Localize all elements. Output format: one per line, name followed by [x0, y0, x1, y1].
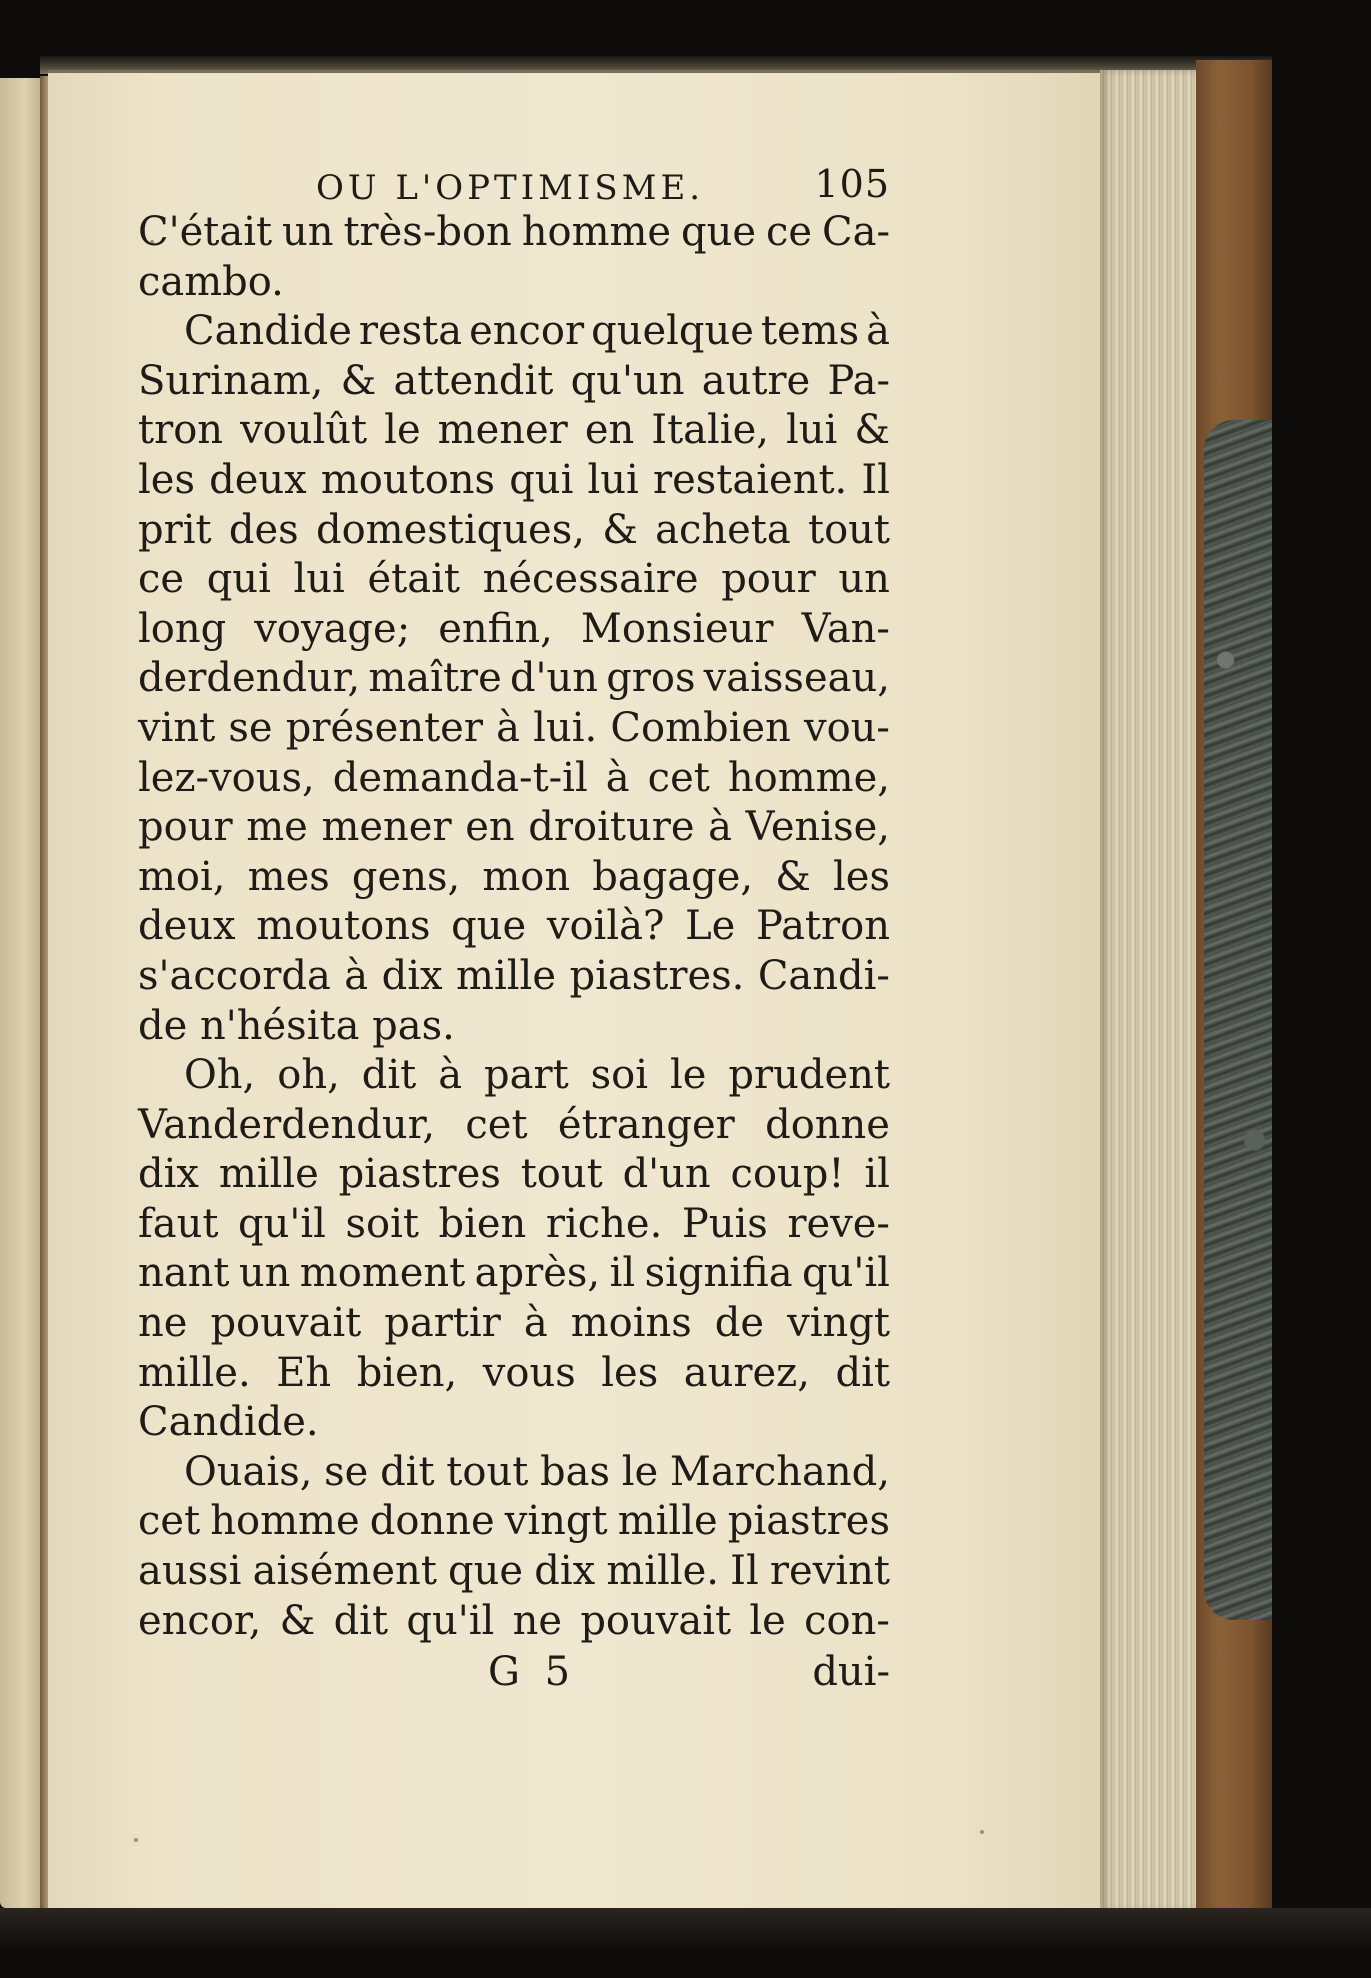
text-line: lez-vous, demanda-t-il à cet homme,: [138, 754, 890, 801]
text-line: long voyage; enfin, Monsieur Van-: [138, 605, 890, 652]
text-line: prit des domestiques, & acheta tout: [138, 506, 890, 553]
text-line: cambo.: [138, 258, 284, 305]
text-line: Vanderdendur, cet étranger donne: [138, 1101, 890, 1148]
running-head-title: OU L'OPTIMISME.: [316, 168, 705, 208]
text-line: nant un moment après, il signifia qu'il: [138, 1250, 890, 1297]
text-line: Ouais, se dit tout bas le Marchand,: [184, 1448, 890, 1495]
text-line: dix mille piastres tout d'un coup! il: [138, 1151, 890, 1198]
text-line: C'était un très-bon homme que ce Ca-: [138, 209, 890, 255]
text-line: Candide resta encor quelque tems à: [184, 308, 890, 355]
text-line: Surinam, & attendit qu'un autre Pa-: [138, 357, 890, 404]
page-number: 105: [814, 162, 890, 206]
text-line: encor, & dit qu'il ne pouvait le con-: [138, 1597, 890, 1644]
text-line: Candide.: [138, 1399, 319, 1446]
body-text: [138, 208, 890, 1646]
text-line: de n'hésita pas.: [138, 1002, 455, 1049]
catchword: dui-: [812, 1649, 890, 1696]
text-line: cet homme donne vingt mille piastres: [138, 1498, 890, 1545]
text-line: pour me mener en droiture à Venise,: [138, 804, 890, 851]
marbled-board: [1204, 420, 1276, 1620]
background-right: [1272, 50, 1371, 1978]
page-block-fore-edge: [1100, 70, 1200, 1912]
page-text-block: [138, 152, 890, 1696]
text-line: derdendur, maître d'un gros vaisseau,: [138, 655, 890, 702]
text-line: ce qui lui était nécessaire pour un: [138, 556, 890, 603]
text-line: ne pouvait partir à moins de vingt: [138, 1300, 890, 1347]
running-head: [138, 152, 890, 208]
text-line: moi, mes gens, mon bagage, & les: [138, 853, 890, 900]
bottom-shadow-edge: [0, 1908, 1371, 1978]
page-footer: [138, 1646, 890, 1696]
text-line: vint se présenter à lui. Combien vou-: [138, 704, 890, 751]
text-line: deux moutons que voilà? Le Patron: [138, 903, 890, 950]
signature-mark: G 5: [488, 1649, 577, 1696]
paper-speck: [980, 1830, 984, 1834]
text-line: tron voulût le mener en Italie, lui &: [138, 407, 890, 454]
text-line: les deux moutons qui lui restaient. Il: [138, 456, 890, 503]
text-line: Oh, oh, dit à part soi le prudent: [184, 1052, 890, 1099]
text-line: s'accorda à dix mille piastres. Candi-: [138, 952, 890, 999]
text-line: aussi aisément que dix mille. Il revint: [138, 1548, 890, 1595]
paper-speck: [134, 1838, 138, 1842]
text-line: mille. Eh bien, vous les aurez, dit: [138, 1349, 890, 1396]
text-line: faut qu'il soit bien riche. Puis reve-: [138, 1200, 890, 1247]
